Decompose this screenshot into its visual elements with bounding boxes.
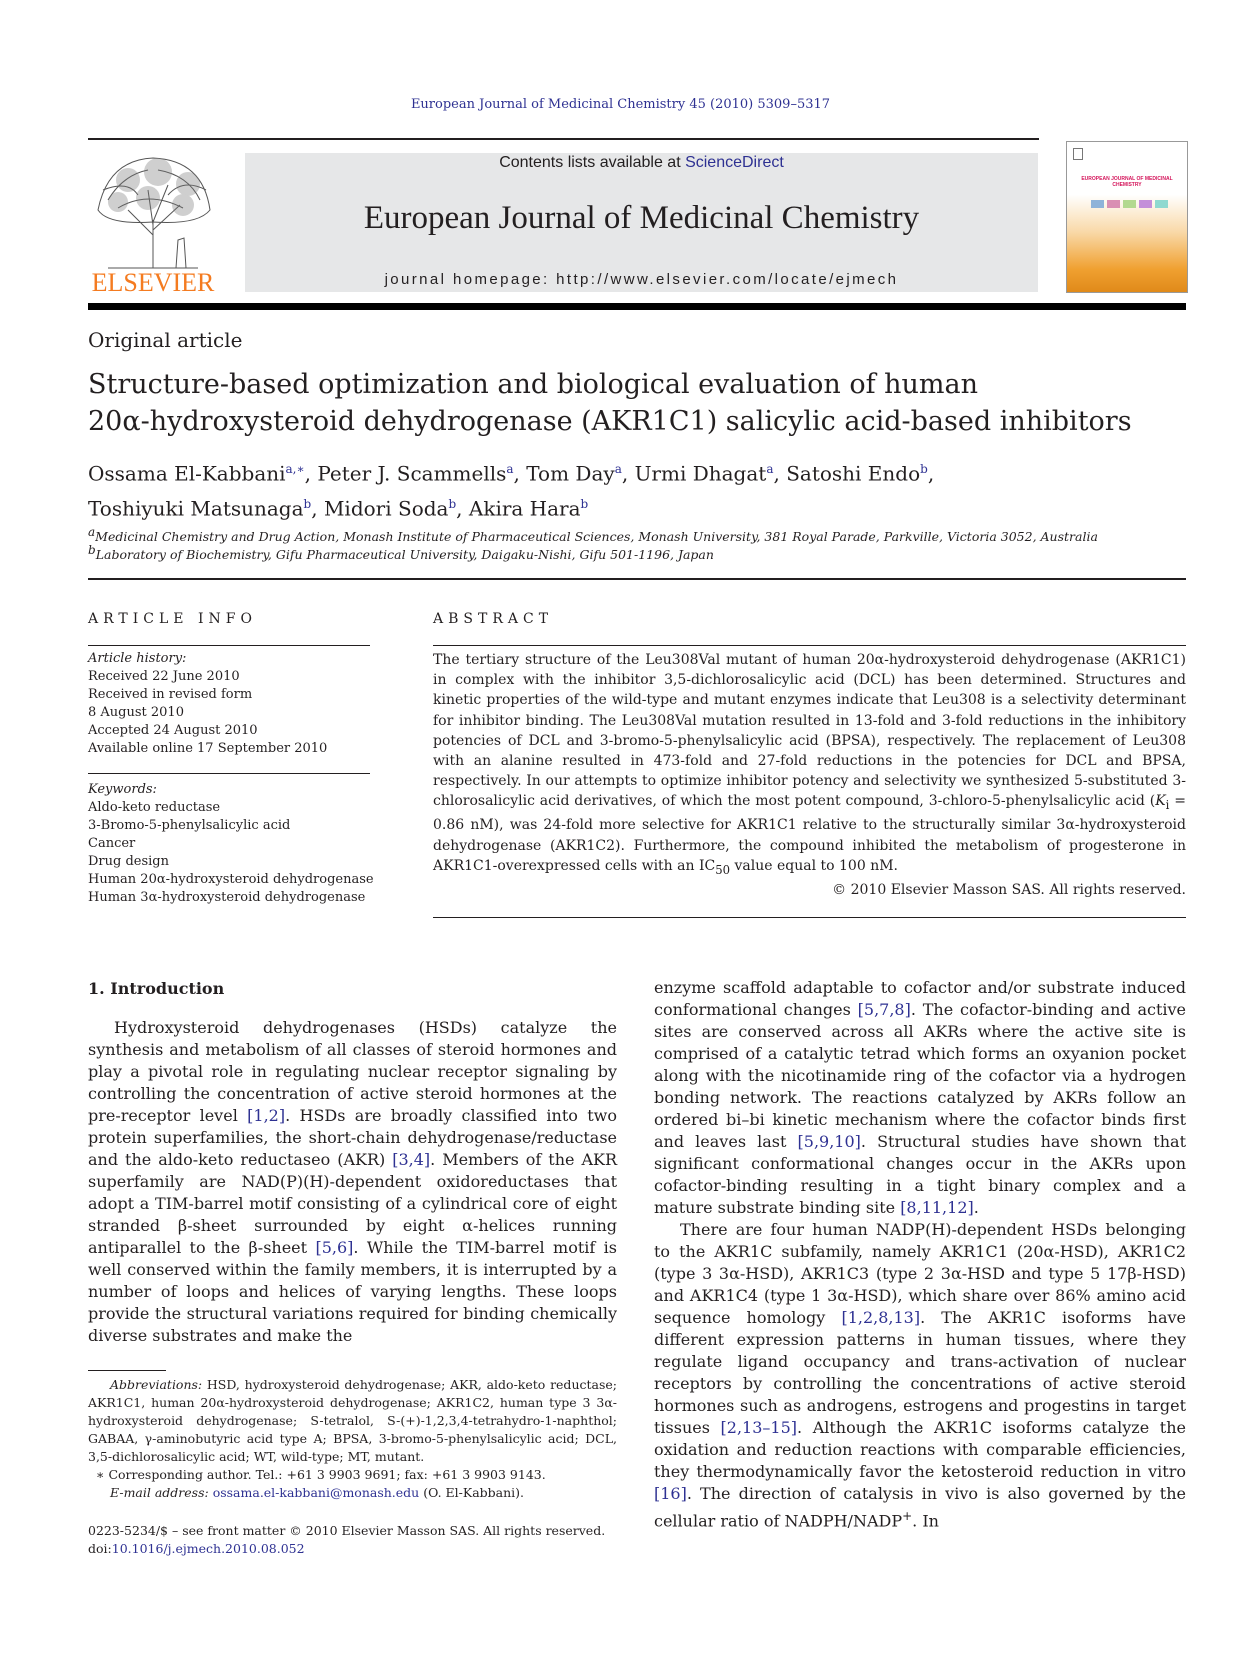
author-name: Peter J. Scammells — [317, 461, 507, 486]
keyword-item: 3-Bromo-5-phenylsalicylic acid — [88, 818, 291, 833]
keyword-item: Human 20α-hydroxysteroid dehydrogenase — [88, 872, 374, 887]
citation-link[interactable]: [2,13–15] — [720, 1418, 798, 1437]
text-run: Hydroxysteroid dehydrogenases (HSDs) catalyze the synthesis and metabolism of all classes of steroid hormones and play a pivotal role in regulating nuclear receptor signaling by controlling the concentration of active steroid hormones at the pre-receptor level — [88, 1018, 617, 1125]
keyword-item: Cancer — [88, 836, 136, 851]
text-run: . Structural studies have shown that significant conformational changes occur in the AKRs upon cofactor-binding resulting in a tight binary complex and a mature substrate binding site — [654, 1132, 1187, 1217]
title-line-2: 20α-hydroxysteroid dehydrogenase (AKR1C1) salicylic acid-based inhibitors — [88, 406, 1132, 437]
running-head: European Journal of Medicinal Chemistry 45 (2010) 5309–5317 — [410, 97, 831, 112]
cover-graphic — [1155, 200, 1168, 208]
doi-link[interactable]: 10.1016/j.ejmech.2010.08.052 — [111, 1541, 305, 1556]
keyword-item: Human 3α-hydroxysteroid dehydrogenase — [88, 890, 366, 905]
citation-link[interactable]: [8,11,12] — [900, 1198, 974, 1217]
keywords-rule — [88, 773, 370, 774]
abstract-copyright: © 2010 Elsevier Masson SAS. All rights reserved. — [832, 881, 1186, 898]
history-item: Accepted 24 August 2010 — [88, 723, 258, 738]
text-run: . The cofactor-binding and active sites are conserved across all AKRs where the active site is comprised of a catalytic tetrad which forms an oxyanion pocket along with the nicotinamide ring of the cofactor via a hydrogen bonding network. The reactions catalyzed by AKRs follow an ordered bi–bi kinetic mechanism where the cofactor binds first and leaves last — [654, 1000, 1187, 1151]
email-label: E-mail address: — [110, 1485, 213, 1500]
citation-link[interactable]: [1,2] — [247, 1106, 286, 1125]
text-run: There are four human NADP(H)-dependent HSDs belonging to the AKR1C subfamily, namely AKR1C1 (20α-HSD), AKR1C2 (type 3 3α-HSD), AKR1C3 (type 2 3α-HSD and type 5 17β-HSD) and AKR1C4 (type 1 3α-HSD), which share over 86% amino acid sequence homology — [654, 1220, 1186, 1327]
affiliation-a — [88, 525, 1188, 544]
cover-graphic — [1091, 200, 1104, 208]
author-name: Urmi Dhagat — [634, 461, 767, 486]
text-run: . Members of the AKR superfamily are NAD(P)(H)-dependent oxidoreductases that adopt a TIM-barrel motif consisting of a cylindrical core of eight stranded β-sheet surrounded by eight α-helices running antiparallel to the β-sheet — [88, 1150, 617, 1257]
affiliation-text: Medicinal Chemistry and Drug Action, Monash Institute of Pharmaceutical Sciences, Monash University, 381 Royal Parade, Parkville, Victoria 3052, Australia — [95, 529, 1098, 545]
author-affiliation-mark[interactable]: b — [448, 496, 457, 511]
affiliation-key: a — [88, 525, 96, 539]
superscript: + — [902, 1509, 913, 1523]
article-info-heading: ARTICLE INFO — [88, 611, 257, 627]
abstract-text — [433, 650, 1186, 880]
intro-paragraph — [654, 977, 1186, 1219]
citation-link[interactable]: [3,4] — [392, 1150, 431, 1169]
front-matter-line: 0223-5234/$ – see front matter © 2010 Elsevier Masson SAS. All rights reserved. — [88, 1523, 606, 1538]
section-rule — [88, 578, 1186, 580]
affiliation-text: Laboratory of Biochemistry, Gifu Pharmaceutical University, Daigaku-Nishi, Gifu 501-1196, Japan — [95, 547, 714, 563]
citation-link[interactable]: [16] — [654, 1484, 687, 1503]
intro-left-column — [88, 1017, 617, 1347]
abbreviations-text: HSD, hydroxysteroid dehydrogenase; AKR, aldo-keto reductase; AKR1C1, human 20α-hydroxysteroid dehydrogenase; AKR1C2, human type 3 3α-hydroxysteroid dehydrogenase; S-tetralol, S-(+)-1,2,3,4-tetrahydro-1-naphthol; GABAA, γ-aminobutyric acid type A; BPSA, 3-bromo-5-phenylsalicylic acid; DCL, 3,5-dichlorosalicylic acid; WT, wild-type; MT, mutant. — [88, 1377, 617, 1464]
author-name: Akira Hara — [468, 496, 581, 521]
author-affiliation-mark[interactable]: b — [303, 496, 312, 511]
abstract-rule — [433, 645, 1186, 646]
affiliation-key: b — [88, 543, 96, 557]
history-item: 8 August 2010 — [88, 705, 184, 720]
ki-subscript: i — [1165, 798, 1170, 813]
author-name: Midori Soda — [323, 496, 449, 521]
author-name: Toshiyuki Matsunaga — [88, 496, 304, 521]
text-run: . HSDs are broadly classified into two protein superfamilies, the short-chain dehydrogenase/reductase and the aldo-keto reductaseo (AKR) — [88, 1106, 617, 1169]
footnote-rule — [88, 1370, 166, 1371]
history-label: Article history: — [88, 651, 187, 666]
article-type: Original article — [88, 328, 243, 352]
keywords-label: Keywords: — [88, 782, 157, 797]
sciencedirect-link[interactable]: ScienceDirect — [685, 154, 784, 171]
text-run: . While the TIM-barrel motif is well conserved within the family members, it is interrupted by a number of loops and helices of varying lengths. These loops provide the structural variations required for binding chemically diverse substrates and make the — [88, 1238, 618, 1345]
ki-symbol: K — [1155, 793, 1166, 810]
abstract-bottom-rule — [433, 917, 1186, 918]
contents-line — [245, 154, 1038, 172]
author-list: Ossama El-Kabbani$^{a,∗}$, Peter J. Scammells$^a$, Tom Day$^a$, Urmi Dhagat$^a$, Satoshi Endo$^b$, Toshiyuki Matsunaga$^b$, Midori Soda$^b$, Akira Hara$^b$ — [88, 461, 935, 521]
history-item: Received 22 June 2010 — [88, 669, 240, 684]
cover-graphic — [1139, 200, 1152, 208]
intro-right-column — [654, 977, 1186, 1532]
intro-paragraph — [654, 1219, 1186, 1532]
email-suffix: (O. El-Kabbani). — [419, 1485, 525, 1500]
contents-prefix: Contents lists available at — [499, 154, 686, 171]
text-run: . The AKR1C isoforms have different expression patterns in human tissues, where they regulate ligand occupancy and trans-activation of nuclear receptors by controlling the concentrations of active steroid hormones such as androgens, estrogens and progestins in target tissues — [654, 1308, 1186, 1437]
title-line-1: Structure-based optimization and biological evaluation of human — [88, 369, 979, 400]
author-affiliation-mark[interactable]: a — [614, 462, 622, 476]
email-footnote — [88, 1484, 617, 1502]
doi-prefix: doi: — [88, 1541, 112, 1556]
author-name: Tom Day — [526, 461, 615, 486]
abstract-part: value equal to 100 nM. — [730, 857, 898, 874]
abbreviations-label: Abbreviations: — [110, 1377, 203, 1392]
header-thick-rule — [88, 303, 1186, 310]
cover-graphic — [1107, 200, 1120, 208]
front-matter — [88, 1522, 688, 1558]
footnotes — [88, 1376, 617, 1502]
abstract-part: The tertiary structure of the Leu308Val mutant of human 20α-hydroxysteroid dehydrogenase (AKR1C1) in complex with the inhibitor 3,5-dichlorosalicylic acid (DCL) has been determined. Structures and kinetic properties of the wild-type and mutant enzymes indicate that Leu308 is a selectivity determinant for inhibitor binding. The Leu308Val mutation resulted in 13-fold and 3-fold reductions in the inhibitory potencies of DCL and 3-bromo-5-phenylsalicylic acid (BPSA), respectively. The replacement of Leu308 with an alanine resulted in 473-fold and 27-fold reductions in the potencies for DCL and BPSA, respectively. In our attempts to optimize inhibitor potency and selectivity we synthesized 5-substituted 3-chlorosalicylic acid derivatives, of which the most potent compound, 3-chloro-5-phenylsalicylic acid ( — [433, 652, 1186, 810]
text-run: . Although the AKR1C isoforms catalyze the oxidation and reduction reactions with comparable efficiencies, they thermodynamically favor the ketosteroid reduction in vitro — [654, 1418, 1186, 1481]
citation-link[interactable]: [1,2,8,13] — [841, 1308, 921, 1327]
journal-cover-thumbnail — [1066, 141, 1188, 293]
text-run: . — [973, 1198, 979, 1217]
history-item: Received in revised form — [88, 687, 253, 702]
ic50-subscript: 50 — [715, 862, 731, 877]
author-affiliation-mark[interactable]: a — [506, 462, 514, 476]
article-history — [88, 650, 378, 758]
keywords — [88, 781, 378, 907]
doi-line — [88, 1540, 688, 1558]
abstract-heading: ABSTRACT — [433, 611, 554, 627]
abstract-body — [433, 650, 1186, 900]
section-heading: 1. Introduction — [88, 979, 225, 998]
keyword-item: Aldo-keto reductase — [88, 800, 221, 815]
abstract-part: = 0.86 nM), was 24-fold more selective for AKR1C1 relative to the structurally similar 3α-hydroxysteroid dehydrogenase (AKR1C2). Furthermore, the compound inhibited the metabolism of progesterone in AKR1C1-overexpressed cells with an IC — [433, 793, 1186, 874]
journal-title: European Journal of Medicinal Chemistry — [363, 200, 920, 236]
cover-logo-icon — [1073, 148, 1083, 160]
cover-title: EUROPEAN JOURNAL OF MEDICINAL CHEMISTRY — [1081, 176, 1173, 188]
text-run: . In — [912, 1511, 939, 1531]
article-title — [88, 366, 1188, 440]
journal-homepage-link[interactable]: journal homepage: http://www.elsevier.com/locate/ejmech — [384, 271, 899, 288]
affiliation-b — [88, 543, 1188, 562]
elsevier-wordmark: ELSEVIER — [91, 268, 215, 297]
citation-link[interactable]: [5,9,10] — [797, 1132, 861, 1151]
corresponding-author: ∗ Corresponding author. Tel.: +61 3 9903 9691; fax: +61 3 9903 9143. — [96, 1467, 546, 1482]
author-affiliation-mark[interactable]: a,∗ — [285, 462, 305, 476]
author-affiliation-mark[interactable]: b — [920, 462, 928, 476]
author-affiliation-mark[interactable]: b — [580, 496, 589, 511]
text-run: enzyme scaffold adaptable to cofactor and/or substrate induced conformational changes — [654, 978, 1186, 1019]
article-info-rule — [88, 645, 370, 646]
author-name: Satoshi Endo — [786, 461, 921, 486]
history-item: Available online 17 September 2010 — [88, 741, 328, 756]
citation-link[interactable]: [5,6] — [315, 1238, 354, 1257]
abbreviations-footnote — [88, 1376, 617, 1466]
text-run: . The direction of catalysis in vivo is also governed by the cellular ratio of NADPH/NADP — [654, 1484, 1186, 1531]
citation-link[interactable]: [5,7,8] — [857, 1000, 911, 1019]
keyword-item: Drug design — [88, 854, 170, 869]
author-name: Ossama El-Kabbani — [88, 461, 286, 486]
email-link[interactable]: ossama.el-kabbani@monash.edu — [212, 1485, 420, 1500]
cover-graphic — [1123, 200, 1136, 208]
header-rule — [88, 138, 1039, 140]
author-affiliation-mark[interactable]: a — [766, 462, 774, 476]
